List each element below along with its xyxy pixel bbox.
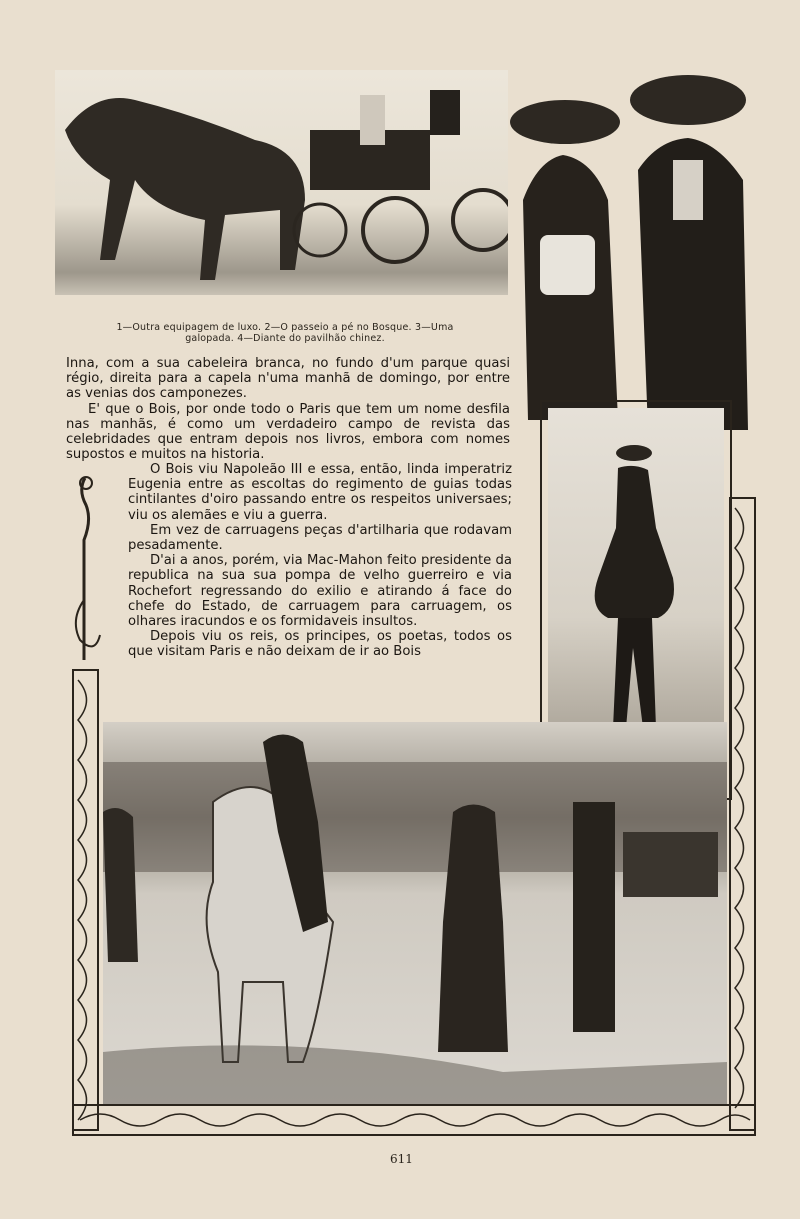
paragraph-1: Inna, com a sua cabeleira branca, no fundo d'um parque quasi régio, direita para a capela n'uma manhã de domingo, por entre as venias dos camponezes.: [66, 356, 510, 402]
paragraph-2: E' que o Bois, por onde todo o Paris que tem um nome desfila nas manhãs, é como um verdadeiro campo de revista das celebridades que entram depois nos livros, embora com nomes supostos e muitos na historia.: [66, 401, 510, 463]
paragraph-4: Em vez de carruagens peças d'artilharia que rodavam pesadamente.: [128, 522, 512, 554]
paragraph-6: Depois viu os reis, os principes, os poetas, todos os que visitam Paris e não deixam de ir ao Bois: [128, 629, 512, 660]
photo-caption: 1—Outra equipagem de luxo. 2—O passeio a pé no Bosque. 3—Uma galopada. 4—Diante do pavilhão chinez.: [116, 322, 454, 344]
paragraph-3: O Bois viu Napoleão III e essa, então, linda imperatriz Eugenia entre as escoltas do regimento de guias todas cintilantes d'oiro passando entre os respeitos universaes; viu os alemães e viu a guerra.: [128, 462, 512, 523]
page-number: 611: [390, 1152, 413, 1166]
photo-pavilion: [103, 722, 727, 1104]
paragraph-5: D'ai a anos, porém, via Mac-Mahon feito presidente da republica na sua sua pompa de velho guerreiro e via Rochefort regressando do exilio e atirando á face do chefe do Estado, de carruagem para carruagem, os olhares iracundos e os formidaveis insultos.: [128, 553, 512, 630]
